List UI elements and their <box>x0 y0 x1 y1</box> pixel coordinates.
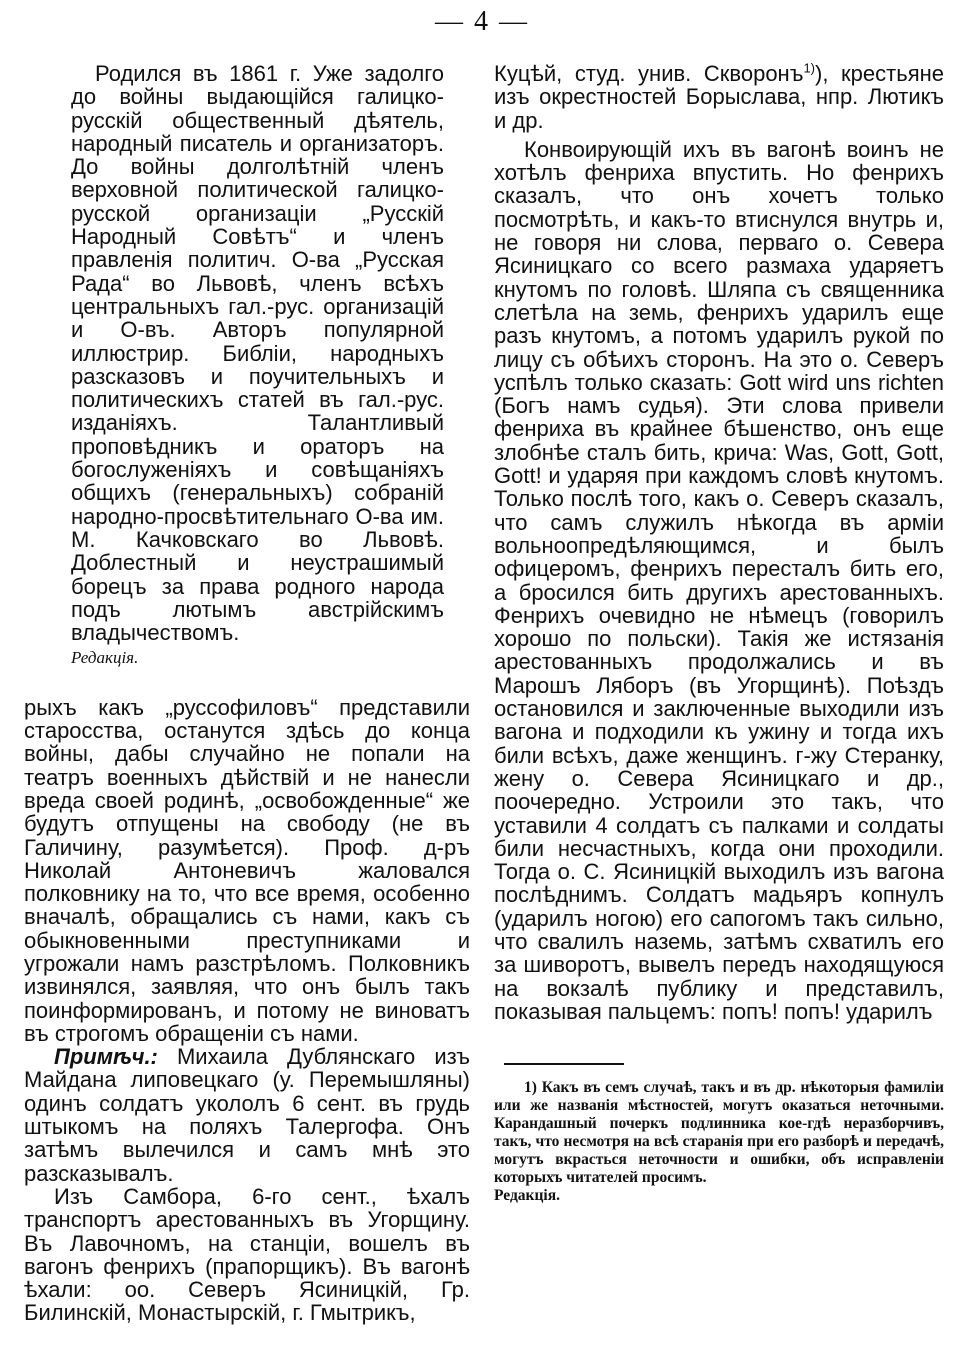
right-column <box>494 62 944 1205</box>
footnote-reference: 1) <box>803 60 816 76</box>
footnote-divider <box>504 1063 624 1065</box>
left-column <box>24 62 470 1325</box>
page-number: — 4 — <box>435 6 529 37</box>
biography-box <box>71 62 444 670</box>
biography-signature: Редакція. <box>71 648 139 668</box>
right-paragraph-2: Конвоирующій ихъ въ вагонѣ воинъ не хотѣлъ фенриха впустить. Но фенрихъ сказалъ, что онъ хочетъ только посмотрѣть, и какъ-то втиснулся внутрь и, не говоря ни слова, перваго о. Севера Ясиницкаго со всего размаха ударяетъ кнутомъ по головѣ. Шляпа съ священника слетѣла на земь, фенрихъ ударилъ еще разъ кнутомъ, а потомъ ударилъ рукой по лицу съ обѣихъ сторонъ. На это о. Северъ успѣлъ только сказать: Gott wird uns richten (Богъ намъ судья). Эти слова привели фенриха въ крайнее бѣшенство, онъ еще злобнѣе сталъ бить, крича: Was, Gott, Gott, Gott! и ударяя при каждомъ словѣ кнутомъ. Только послѣ того, какъ о. Северъ сказалъ, что самъ служилъ нѣкогда въ арміи вольноопредѣляющимся, и былъ офицеромъ, фенрихъ пересталъ бить его, а бросился бить другихъ арестованныхъ. Фенрихъ очевидно не нѣмецъ (говорилъ хорошо по польски). Такія же истязанія арестованныхъ продолжались и въ Марошъ Ляборъ (въ Угорщинѣ). Поѣздъ остановился и заключенные выходили изъ вагона и подходили къ ужину и тогда ихъ били всѣхъ, даже женщинъ. г-жу Стеранку, жену о. Севера Ясиницкаго и др., поочередно. Устроили это такъ, что уставили 4 солдатъ съ палками и солдаты били несчастныхъ, когда они проходили. Тогда о. С. Ясиницкій выходилъ изъ вагона послѣднимъ. Солдатъ мадьяръ копнулъ (ударилъ ногою) его сапогомъ такъ сильно, что свалилъ наземь, затѣмъ схватилъ его за шиворотъ, вывелъ передъ находящуюся на вокзалѣ публику и представилъ, показывая пальцемъ: попъ! попъ! ударилъ <box>494 136 944 1024</box>
left-paragraph-2: Изъ Самбора, 6-го сент., ѣхалъ транспортъ арестованныхъ въ Угорщину. Въ Лавочномъ, на станціи, вошелъ въ вагонъ фенрихъ (прапорщикъ). Въ вагонѣ ѣхали: оо. Северъ Ясиницкій, Гр. Билинскій, Монастырскій, г. Гмытрикъ, <box>24 1183 470 1326</box>
footnote-signature: Редакція. <box>494 1187 560 1205</box>
right-paragraph-1: Куцѣй, студ. унив. Скворонъ$^{1)}$), крестьяне изъ окрестностей Борыслава, нпр. Лютикъ и др. <box>494 60 944 133</box>
footnote <box>494 1079 944 1187</box>
biography-text: Родился въ 1861 г. Уже задолго до войны выдающійся галицко-русскій общественный дѣятель, народный писатель и организаторъ. До войны долголѣтній членъ верховной политической галицко-русской организаціи „Русскій Народный Совѣтъ“ и членъ правленія политич. О-ва „Русская Рада“ во Львовѣ, членъ всѣхъ центральныхъ гал.-рус. организацій и О-въ. Авторъ популярной иллюстрир. Библіи, народныхъ разсказовъ и поучительныхъ и политическихъ статей въ гал.-рус. изданіяхъ. Талантливый проповѣдникъ и ораторъ на богослуженіяхъ и совѣщаніяхъ общихъ (генеральныхъ) собраній народно-просвѣтительнаго О-ва им. М. Качковскаго во Львовѣ. Доблестный и неустрашимый борецъ за права родного народа подъ лютымъ австрійскимъ владычествомъ. <box>71 61 444 646</box>
footnote-text: Какъ въ семъ случаѣ, такъ и въ др. нѣкоторыя фамиліи или же названія мѣстностей, могутъ оказаться неточными. Карандашный почеркъ подлинника кое-гдѣ неразборчивъ, такъ, что несмотря на всѣ старанія при его разборѣ и передачѣ, могутъ вкрасться неточности и ошибки, объ исправленіи которыхъ читателей просимъ. <box>494 1079 944 1187</box>
footnote-number: 1) <box>524 1079 537 1097</box>
note-label: Примѣч.: <box>54 1044 158 1070</box>
left-paragraph-1: рыхъ какъ „руссофиловъ“ представили старосства, останутся здѣсь до конца войны, дабы случайно не попали на театръ военныхъ дѣйствій и не нанесли вреда своей родинѣ, „освобожденные“ же будутъ отпущены на свободу (не въ Галичину, разумѣется). Проф. д-ръ Николай Антоневичъ жаловался полковнику на то, что все время, особенно вначалѣ, обращались съ нами, какъ съ обыкновенными преступниками и угрожали намъ разстрѣломъ. Полковникъ извинялся, заявляя, что онъ былъ такъ поинформированъ, и потому не виноватъ въ строгомъ обращеніи съ нами. <box>24 694 470 1046</box>
note-paragraph <box>24 1045 470 1185</box>
note-text: Михаила Дублянскаго изъ Майдана липовецкаго (у. Перемышляны) одинъ солдатъ укололъ 6 сент. въ грудь штыкомъ на поляхъ Талергофа. Онъ затѣмъ вылечился и самъ мнѣ это разсказывалъ. <box>24 1044 470 1186</box>
